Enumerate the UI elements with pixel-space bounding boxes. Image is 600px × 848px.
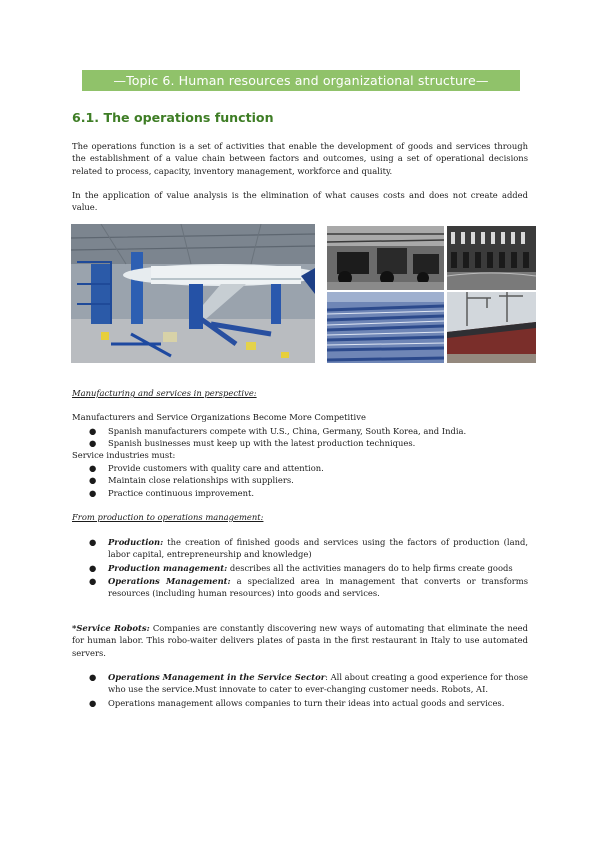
service-industries-lead: Service industries must: [72, 450, 176, 460]
list-item: ● Production management: describes all the activities managers do to help firms create goods [89, 562, 513, 573]
intro-paragraph-1: The operations function is a set of activities that enable the development of goods and services through the establishment of a value chain between factors and outcomes, using a set of operational decisions related to process, capacity, inventory management, workforce and quality. [72, 141, 528, 176]
final-bullet-list [0, 671, 528, 709]
bullet-icon: ● [89, 426, 97, 436]
bullet-icon: ● [89, 562, 97, 573]
bullet-icon: ● [89, 475, 97, 486]
shipyard-hull-photo [447, 292, 536, 363]
list-item: ● Operations management allows companies to turn their ideas into actual goods and services. [89, 697, 505, 708]
manufacturing-lead: Manufacturers and Service Organizations Become More Competitive [72, 412, 366, 422]
list-item: ● Operations Management: a specialized area in management that converts or transforms resources (including human resources) into goods and services. [89, 575, 528, 599]
topic-banner: —Topic 6. Human resources and organizational structure— [82, 70, 520, 91]
automated-bottling-line-photo [447, 226, 536, 290]
bullet-icon: ● [89, 463, 97, 473]
production-bullet-list [0, 536, 528, 599]
manufacturing-section-title: Manufacturing and services in perspective: [72, 388, 257, 398]
bullet-icon: ● [89, 438, 97, 449]
intro-paragraph-2: In the application of value analysis is the elimination of what causes costs and does not create added value. [72, 190, 528, 213]
service-robots-paragraph: *Service Robots: Companies are constantly discovering new ways of automating that eliminate the need for human labor. This robo-waiter delivers plates of pasta in the first restaurant in Italy to use automated servers. [72, 623, 528, 658]
bullet-icon: ● [89, 575, 97, 586]
production-section-title: From production to operations management: [72, 512, 264, 522]
manufacturer-bullet-list [0, 425, 528, 450]
list-item: ● Spanish businesses must keep up with the latest production techniques. [89, 438, 416, 449]
list-item: ● Maintain close relationships with suppliers. [89, 475, 294, 486]
parking-lot-cars-photo [327, 292, 444, 363]
bullet-icon: ● [89, 697, 97, 708]
bullet-icon: ● [89, 672, 97, 682]
list-item: ● Practice continuous improvement. [89, 487, 255, 498]
list-item: ● Provide customers with quality care and attention. [89, 463, 324, 473]
section-heading: 6.1. The operations function [72, 110, 274, 125]
list-item: ● Operations Management in the Service Sector: All about creating a good experience for those who use the service.Must innovate to cater to ever-changing customer needs. Robots, AI. [89, 672, 528, 695]
aircraft-assembly-photo [71, 224, 315, 363]
vintage-car-assembly-photo [327, 226, 444, 290]
list-item: ● Spanish manufacturers compete with U.S., China, Germany, South Korea, and India. [89, 426, 467, 436]
list-item: ● Production: the creation of finished goods and services using the factors of production (land, labor capital, entrepreneurship and knowledge) [89, 537, 528, 560]
bullet-icon: ● [89, 487, 97, 498]
service-bullet-list [0, 462, 528, 499]
bullet-icon: ● [89, 537, 97, 547]
